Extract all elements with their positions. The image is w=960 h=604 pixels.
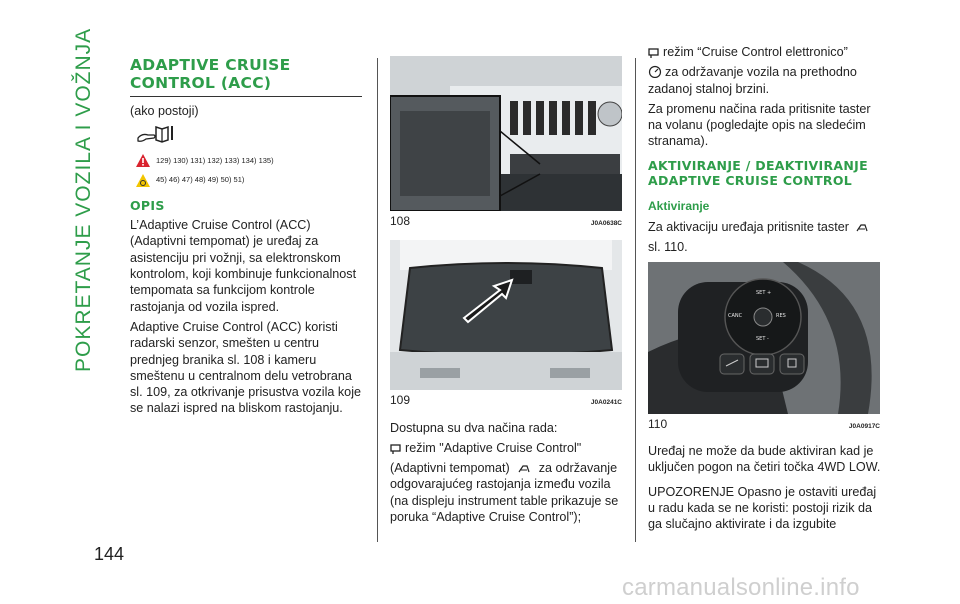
mode-1-text: za održavanje odgovarajućeg rastojanja između vozila (na displeju instrument table prikazuje se poruka “Adaptive Cruise Control”);	[390, 461, 619, 525]
main-heading: ADAPTIVE CRUISE CONTROL (ACC)	[130, 56, 362, 97]
figure-number: 108	[390, 214, 411, 228]
warning-paragraph: UPOZORENJE Opasno je ostaviti uređaj u radu kada se ne koristi: postoji rizik da ga slučajno aktivirate i da izgubite	[648, 484, 877, 532]
column-1	[130, 56, 364, 421]
figure-108-front-bumper	[390, 56, 622, 211]
mode-2-desc	[648, 64, 884, 97]
watermark: carmanualsonline.info	[622, 574, 860, 601]
caution-refs	[136, 172, 364, 188]
figure-number: 109	[390, 393, 411, 408]
mode-2-label: režim “Cruise Control elettronico”	[663, 45, 848, 59]
paragraph: Adaptive Cruise Control (ACC) koristi radarski senzor, smešten u centru prednjeg branika sl. 108 i kameru smeštenu u centralnom delu vetrobrana sl. 109, za otkrivanje prisustva vozila koje se nalazi ispred na bliskom rastojanju.	[130, 319, 361, 416]
warning-refs-text: 129) 130) 131) 132) 133) 134) 135)	[156, 155, 274, 165]
activation-heading: AKTIVIRANJE / DEAKTIVIRANJE ADAPTIVE CRUISE CONTROL	[648, 157, 868, 188]
acc-distance-icon	[517, 464, 531, 474]
res-button[interactable]: RES	[776, 312, 786, 319]
column-divider	[635, 58, 636, 542]
mode-1-subtitle: (Adaptivni tempomat)	[390, 461, 510, 476]
optional-note: (ako postoji)	[130, 104, 199, 118]
activation-ref: sl. 110.	[648, 240, 688, 255]
mode-1-desc	[390, 460, 622, 525]
figure-110-caption	[648, 416, 880, 435]
opis-heading: OPIS	[130, 198, 165, 214]
activation-text-a: Za aktivaciju uređaja pritisnite taster	[648, 220, 849, 235]
column-3	[648, 44, 884, 536]
page-number: 144	[94, 544, 125, 564]
paragraph: Uređaj ne može da bude aktiviran kad je uključen pogon na četiri točka 4WD LOW.	[648, 443, 881, 475]
warning-refs	[136, 153, 364, 169]
mode-1-line	[390, 440, 622, 456]
figure-number: 110	[648, 416, 668, 431]
caution-refs-text: 45) 46) 47) 48) 49) 50) 51)	[156, 174, 245, 184]
figure-code: J0A0241C	[590, 399, 622, 407]
acc-distance-icon	[855, 223, 869, 233]
figure-109-windshield	[390, 240, 622, 390]
set-plus-button[interactable]: SET +	[756, 289, 772, 296]
cruise-speedometer-icon	[648, 65, 662, 78]
hand-book-icon	[136, 123, 364, 149]
paragraph: Dostupna su dva načina rada:	[390, 420, 558, 435]
danger-triangle-icon	[136, 154, 150, 167]
mode-2-text: za održavanje vozila na prethodno zadanoj stalnoj brzini.	[648, 65, 857, 96]
bullet-box-icon	[648, 48, 660, 58]
figure-109-caption	[390, 392, 622, 411]
activation-subheading: Aktiviranje	[648, 198, 710, 213]
figure-code: J0A0638C	[590, 220, 622, 227]
caution-triangle-icon	[136, 174, 150, 187]
paragraph: L’Adaptive Cruise Control (ACC) (Adaptivni tempomat) je uređaj za asistenciju pri vožnji, sa elektronskom kontrolom, koji kombinuje funkcionalnost tempomata sa funkcijom kontrole rastojanja od vozila ispred.	[130, 218, 357, 314]
figure-108-caption	[390, 213, 622, 232]
mode-2-line	[648, 44, 884, 60]
section-title-vertical: POKRETANJE VOZILA I VOŽNJA	[72, 27, 95, 372]
column-divider	[377, 58, 378, 542]
paragraph: Za promenu načina rada pritisnite taster na volanu (pogledajte opis na sledećim stranama).	[648, 101, 871, 149]
bullet-box-icon	[390, 444, 402, 454]
set-minus-button[interactable]: SET -	[756, 335, 769, 342]
mode-1-label: režim "Adaptive Cruise Control"	[405, 440, 582, 455]
figure-code: J0A0917C	[848, 422, 880, 430]
canc-button[interactable]: CANC	[728, 312, 743, 319]
column-2	[390, 56, 622, 529]
activation-text	[648, 219, 884, 235]
figure-110-steering-wheel	[648, 262, 880, 414]
